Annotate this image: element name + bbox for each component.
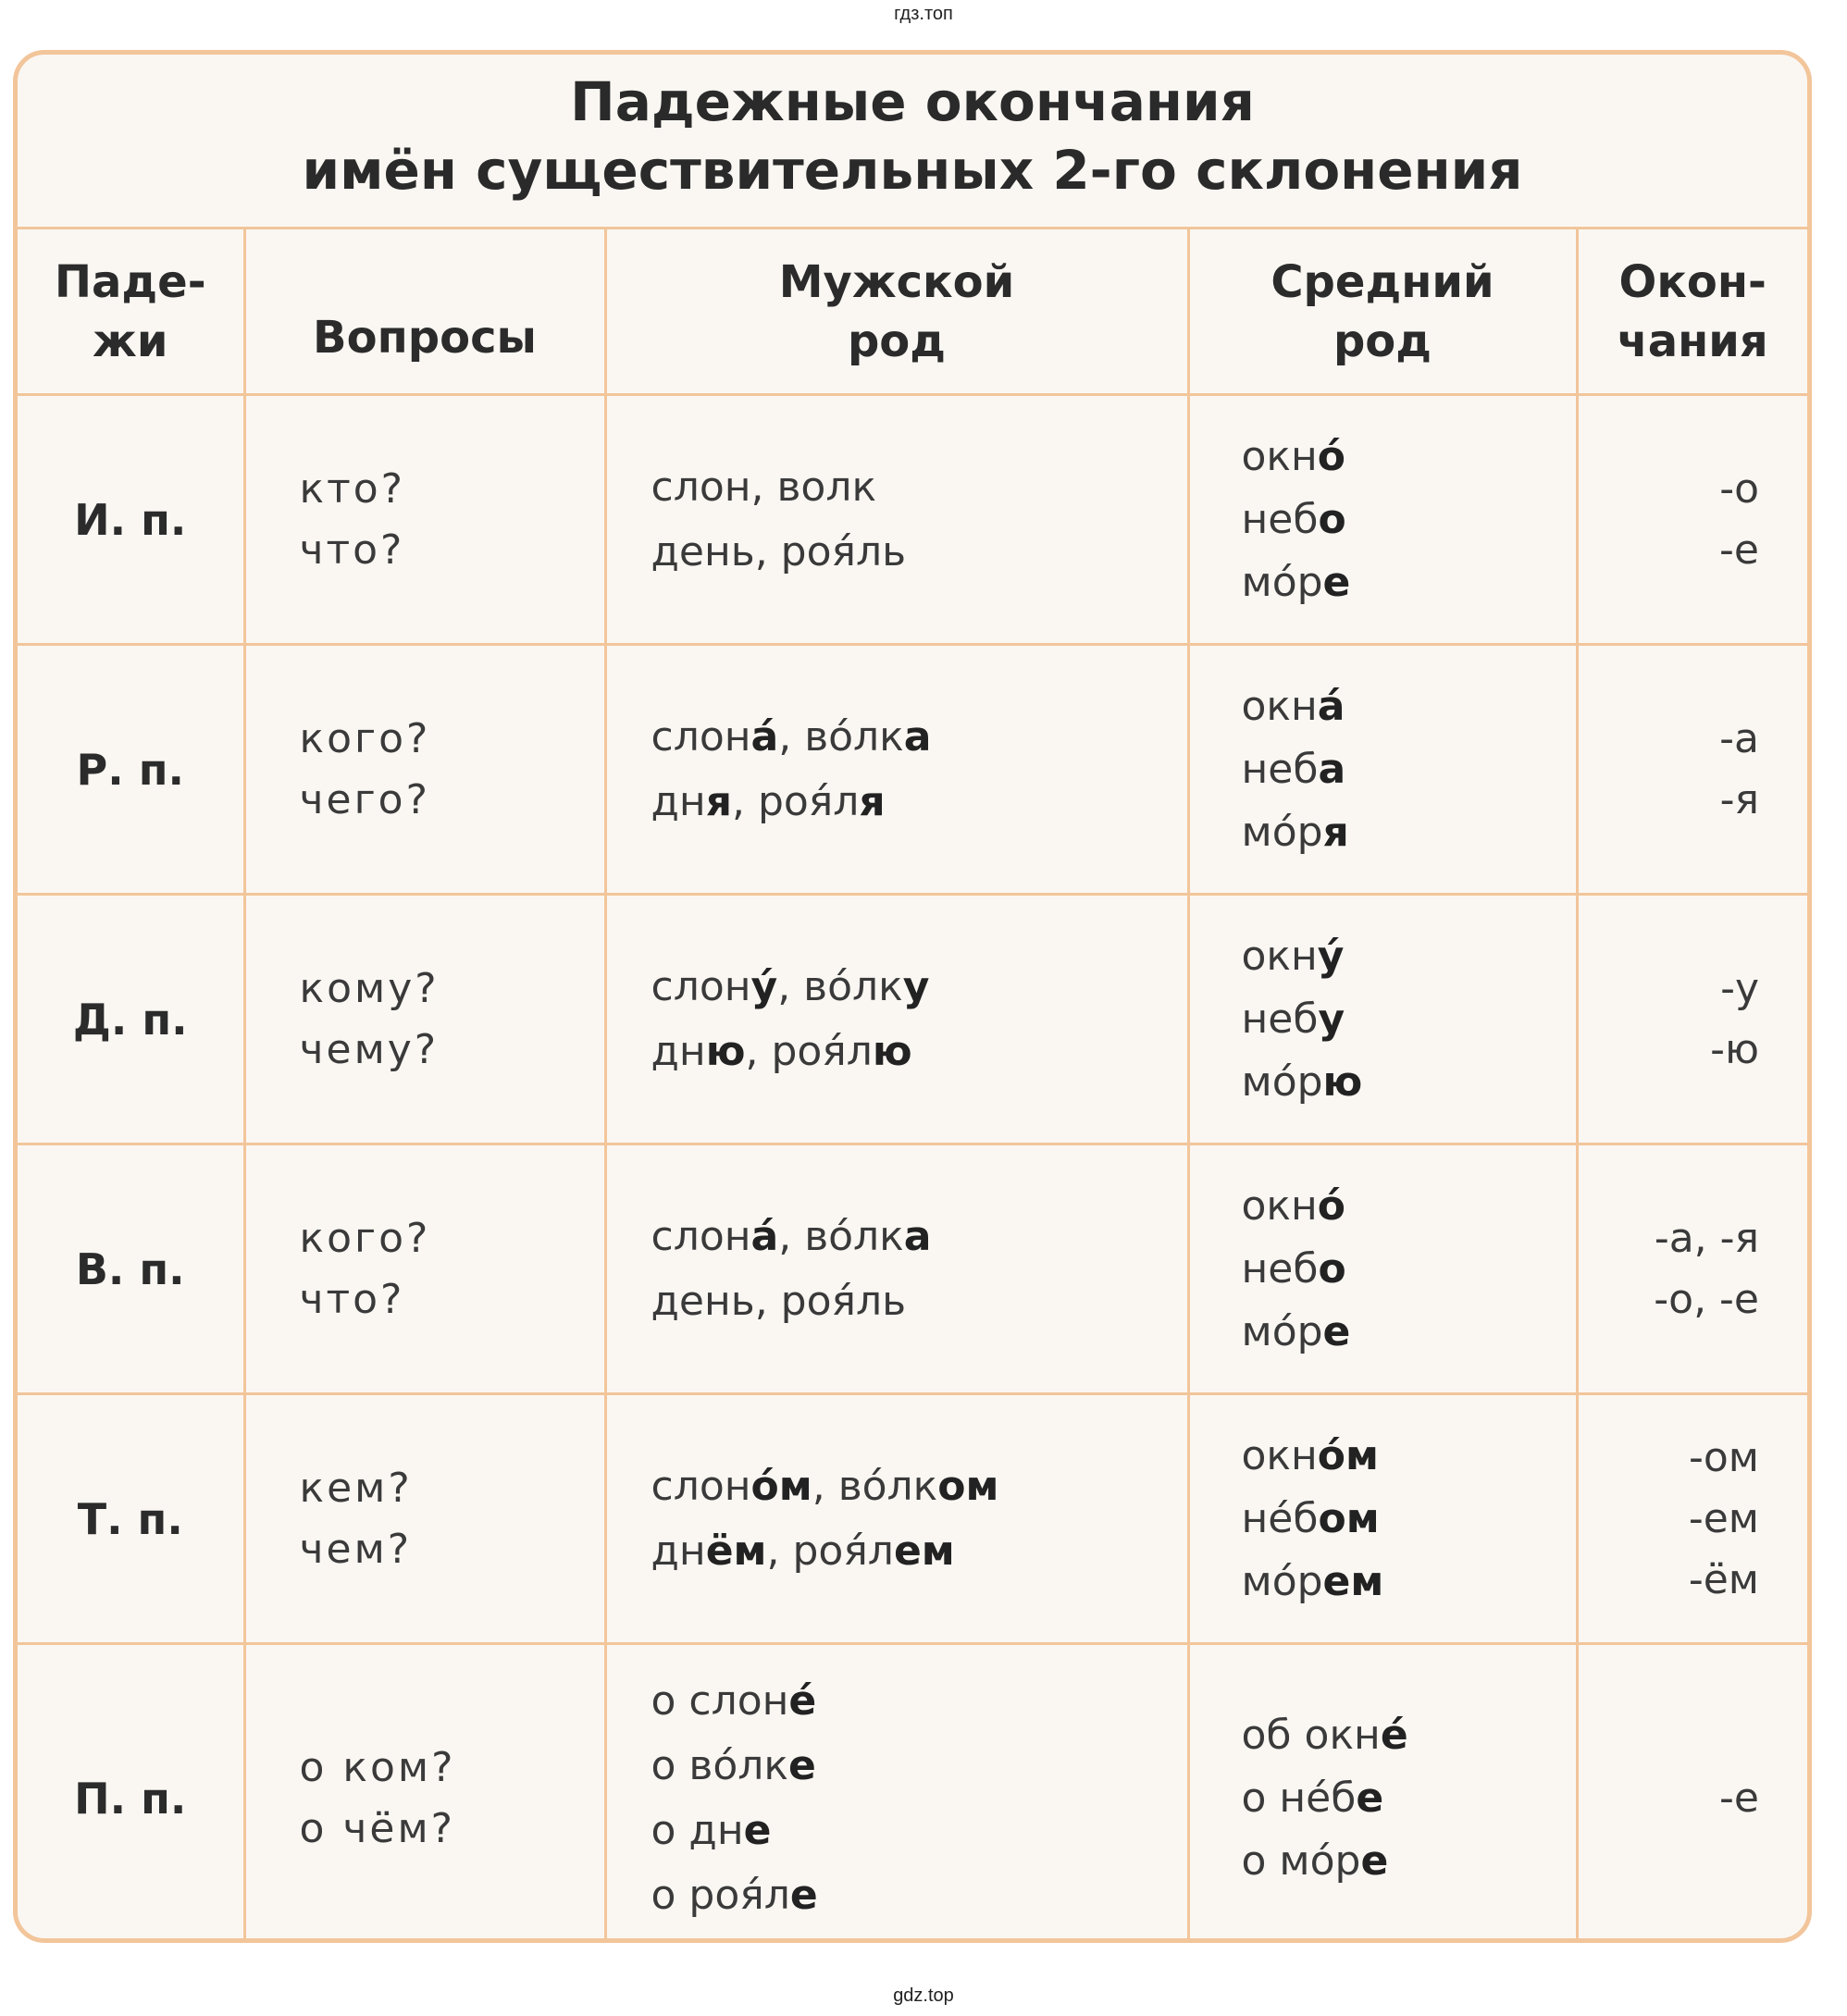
ending-highlight: ю xyxy=(705,1027,746,1075)
ending-highlight: ом xyxy=(937,1462,999,1510)
masculine-examples xyxy=(605,645,1188,895)
masculine-example: день, роя́ль xyxy=(651,1277,907,1325)
ending-text: -у xyxy=(1720,964,1759,1012)
title-line-1: Падежные окончания xyxy=(570,70,1255,133)
neuter-examples xyxy=(1188,1394,1577,1644)
ending-highlight: о́м xyxy=(750,1462,812,1510)
ending-text: -ём xyxy=(1688,1555,1759,1603)
masculine-examples xyxy=(605,395,1188,645)
question-text: чему? xyxy=(299,1025,440,1073)
header-neut-line2: род xyxy=(1333,315,1432,367)
ending-highlight: о́м xyxy=(1317,1431,1379,1479)
table-row xyxy=(18,1644,1807,1944)
neuter-example: мо́ре xyxy=(1241,1307,1351,1355)
ending-highlight: а́ xyxy=(750,712,779,761)
header-cases-line2: жи xyxy=(93,315,168,367)
case-questions xyxy=(244,895,605,1144)
ending-highlight: о́ xyxy=(1317,1181,1345,1230)
ending-highlight: о xyxy=(1318,495,1346,543)
table-row xyxy=(18,645,1807,895)
endings-table xyxy=(18,227,1807,1943)
header-masc-line2: род xyxy=(847,315,947,367)
question-text: кому? xyxy=(299,964,440,1012)
ending-highlight: е xyxy=(1322,558,1351,606)
ending-highlight: е xyxy=(1360,1837,1389,1886)
case-name: Д. п. xyxy=(18,895,244,1144)
neuter-example: окно́м xyxy=(1241,1431,1379,1479)
neuter-example: об окне́ xyxy=(1241,1712,1408,1760)
ending-highlight: е́ xyxy=(788,1677,817,1725)
ending-highlight: ем xyxy=(893,1527,955,1575)
masculine-example: о роя́ле xyxy=(651,1872,818,1920)
ending-highlight: е xyxy=(743,1807,772,1855)
ending-text: -ом xyxy=(1689,1433,1759,1481)
neuter-example: окно́ xyxy=(1241,432,1345,480)
header-end-line2: чания xyxy=(1617,315,1768,367)
header-row xyxy=(18,229,1807,395)
question-text: кого? xyxy=(299,1214,431,1262)
header-questions: Вопросы xyxy=(244,229,605,395)
ending-highlight: у́ xyxy=(750,962,778,1010)
ending-highlight: о xyxy=(1318,1244,1346,1292)
ending-text: -о xyxy=(1719,464,1759,513)
neuter-examples xyxy=(1188,895,1577,1144)
header-cases xyxy=(18,229,244,395)
case-questions xyxy=(244,395,605,645)
neuter-example: небо xyxy=(1241,495,1346,543)
ending-highlight: е xyxy=(1322,1307,1351,1355)
ending-highlight: ом xyxy=(1318,1494,1380,1542)
masculine-examples xyxy=(605,1144,1188,1394)
case-questions xyxy=(244,645,605,895)
ending-highlight: ю xyxy=(1322,1057,1363,1106)
masculine-example: день, роя́ль xyxy=(651,527,907,575)
question-text: чем? xyxy=(299,1525,413,1573)
ending-highlight: ем xyxy=(1322,1557,1384,1605)
header-masc-line1: Мужской xyxy=(778,255,1015,308)
ending-highlight: я xyxy=(1322,808,1349,856)
ending-highlight: у xyxy=(1318,995,1345,1043)
endings-list xyxy=(1577,1144,1807,1394)
declension-table-card xyxy=(13,50,1812,1943)
masculine-example: дню, роя́лю xyxy=(651,1027,912,1075)
neuter-example: мо́ре xyxy=(1241,558,1351,606)
ending-highlight: я xyxy=(859,777,886,825)
table-row xyxy=(18,1144,1807,1394)
case-name: Р. п. xyxy=(18,645,244,895)
neuter-example: окно́ xyxy=(1241,1181,1345,1230)
question-text: о чём? xyxy=(299,1805,456,1853)
header-neut-line1: Средний xyxy=(1271,255,1494,308)
masculine-example: о дне xyxy=(651,1807,772,1855)
ending-text: -е xyxy=(1719,526,1759,574)
neuter-example: не́бом xyxy=(1241,1494,1380,1542)
ending-highlight: ём xyxy=(705,1527,767,1575)
ending-text: -е xyxy=(1719,1775,1759,1823)
ending-highlight: а́ xyxy=(1317,682,1345,730)
masculine-example: дня, роя́ля xyxy=(651,777,886,825)
masculine-example: слона́, во́лка xyxy=(651,712,932,761)
masculine-example: слоно́м, во́лком xyxy=(651,1462,999,1510)
header-end-line1: Окон- xyxy=(1618,255,1766,308)
header-neuter xyxy=(1188,229,1577,395)
endings-list xyxy=(1577,895,1807,1144)
ending-text: -ем xyxy=(1688,1494,1759,1542)
ending-highlight: е xyxy=(789,1872,818,1920)
endings-list xyxy=(1577,1644,1807,1944)
ending-highlight: а xyxy=(1318,745,1346,793)
table-row xyxy=(18,1394,1807,1644)
neuter-example: неба xyxy=(1241,745,1346,793)
masculine-example: слона́, во́лка xyxy=(651,1212,932,1260)
ending-highlight: а́ xyxy=(750,1212,779,1260)
ending-text: -о, -е xyxy=(1654,1275,1759,1323)
table-row xyxy=(18,895,1807,1144)
ending-highlight: я xyxy=(705,777,732,825)
neuter-example: мо́ря xyxy=(1241,808,1349,856)
ending-highlight: а xyxy=(903,712,932,761)
question-text: кто? xyxy=(299,464,405,513)
masculine-example: днём, роя́лем xyxy=(651,1527,955,1575)
neuter-example: небо xyxy=(1241,1244,1346,1292)
question-text: кого? xyxy=(299,714,431,762)
neuter-example: небу xyxy=(1241,995,1345,1043)
ending-highlight: у xyxy=(902,962,930,1010)
watermark-bottom: gdz.top xyxy=(893,1985,954,2006)
neuter-example: о мо́ре xyxy=(1241,1837,1389,1886)
header-masculine xyxy=(605,229,1188,395)
endings-list xyxy=(1577,395,1807,645)
masculine-example: слону́, во́лку xyxy=(651,962,930,1010)
case-questions xyxy=(244,1644,605,1944)
case-questions xyxy=(244,1144,605,1394)
masculine-example: о во́лке xyxy=(651,1742,816,1790)
endings-list xyxy=(1577,1394,1807,1644)
ending-text: -а, -я xyxy=(1654,1214,1759,1262)
masculine-examples xyxy=(605,895,1188,1144)
case-name: П. п. xyxy=(18,1644,244,1944)
neuter-example: мо́рем xyxy=(1241,1557,1384,1605)
case-name: В. п. xyxy=(18,1144,244,1394)
masculine-examples xyxy=(605,1644,1188,1944)
header-cases-line1: Паде- xyxy=(54,255,206,308)
table-row xyxy=(18,395,1807,645)
neuter-example: окна́ xyxy=(1241,682,1345,730)
endings-list xyxy=(1577,645,1807,895)
ending-highlight: е xyxy=(1356,1775,1384,1823)
question-text: что? xyxy=(299,1275,405,1323)
ending-highlight: ю xyxy=(872,1027,912,1075)
question-text: о ком? xyxy=(299,1744,456,1792)
masculine-examples xyxy=(605,1394,1188,1644)
watermark-top: гдз.топ xyxy=(894,4,953,24)
ending-highlight: а xyxy=(903,1212,932,1260)
case-questions xyxy=(244,1394,605,1644)
ending-highlight: о́ xyxy=(1317,432,1345,480)
neuter-example: о не́бе xyxy=(1241,1775,1384,1823)
neuter-examples xyxy=(1188,1644,1577,1944)
neuter-examples xyxy=(1188,645,1577,895)
neuter-example: окну́ xyxy=(1241,932,1345,980)
ending-highlight: е xyxy=(787,1742,816,1790)
neuter-examples xyxy=(1188,1144,1577,1394)
masculine-example: слон, волк xyxy=(651,463,877,511)
question-text: кем? xyxy=(299,1464,413,1512)
page-title xyxy=(18,68,1807,204)
ending-text: -ю xyxy=(1710,1025,1759,1073)
question-text: чего? xyxy=(299,775,430,823)
masculine-example: о слоне́ xyxy=(651,1677,817,1725)
neuter-examples xyxy=(1188,395,1577,645)
title-line-2: имён существительных 2-го склонения xyxy=(302,139,1523,202)
ending-highlight: е́ xyxy=(1380,1712,1408,1760)
question-text: что? xyxy=(299,526,405,574)
ending-text: -я xyxy=(1719,775,1759,823)
neuter-example: мо́рю xyxy=(1241,1057,1363,1106)
ending-text: -а xyxy=(1719,714,1759,762)
case-name: Т. п. xyxy=(18,1394,244,1644)
case-name: И. п. xyxy=(18,395,244,645)
ending-highlight: у́ xyxy=(1317,932,1345,980)
header-endings xyxy=(1577,229,1807,395)
